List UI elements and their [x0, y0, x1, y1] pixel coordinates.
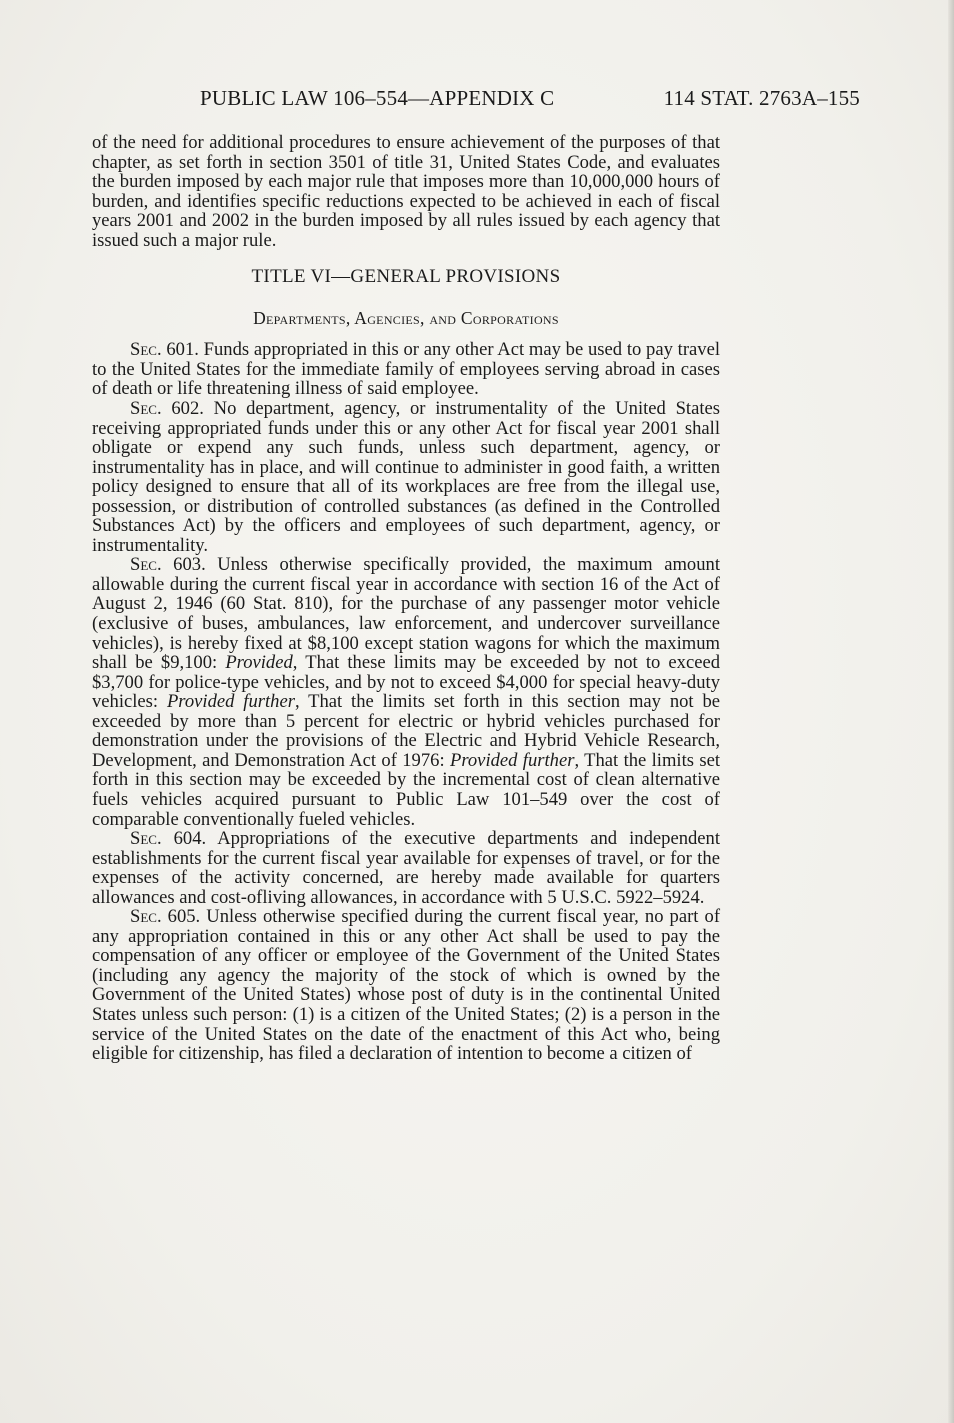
section-601-label: Sec. 601. [130, 339, 199, 361]
section-605-text: Unless otherwise specified during the current fiscal year, no part of any appropriation contained in this or any other Act shall be used to pay the compensation of any officer or employee of the Government of the United States (including any agency the majority of the stock of which is owned by the Government of the United States) whose post of duty is in the continental United States unless such person: (1) is a citizen of the United States; (2) is a person in the service of the United States on the date of the enactment of this Act who, being eligible for citizenship, has filed a declaration of intention to become a citizen of [92, 906, 721, 1065]
section-602 [92, 399, 720, 555]
section-603-text-2: , That these limits may be exceeded by not to exceed $3,700 for police-type vehicles, and by not to exceed $4,000 for special heavy-duty vehicles: [92, 652, 720, 713]
running-header [200, 86, 860, 114]
section-603-proviso-3: Provided further [449, 749, 575, 771]
header-public-law: PUBLIC LAW 106–554—APPENDIX C [200, 86, 555, 110]
document-body [92, 133, 720, 1064]
scan-edge-shadow [948, 0, 954, 1423]
section-603-proviso-2: Provided further [166, 691, 295, 713]
section-601 [92, 340, 720, 399]
section-605-label: Sec. 605. [130, 906, 201, 928]
section-603 [92, 555, 720, 829]
section-602-label: Sec. 602. [130, 398, 204, 420]
intro-paragraph: of the need for additional procedures to ensure achievement of the purposes of that chapter, as set forth in section 3501 of title 31, United States Code, and evaluates the burden imposed by each major rule that imposes more than 10,000,000 hours of burden, and identifies specific reductions expected to be achieved in each of fiscal years 2001 and 2002 in the burden imposed by all rules issued by each agency that issued such a major rule. [92, 132, 720, 251]
section-602-text: No department, agency, or instrumentality of the United States receiving appropriated funds under this or any other Act for fiscal year 2001 shall obligate or expend any such funds, unless such department, agency, or instrumentality has in place, and will continue to administer in good faith, a written policy designed to ensure that all of its workplaces are free from the illegal use, possession, or distribution of controlled substances (as defined in the Controlled Substances Act) by the officers and employees of such department, agency, or instrumentality. [92, 398, 720, 556]
sub-heading: Departments, Agencies, and Corporations [253, 307, 559, 328]
section-605 [92, 907, 720, 1063]
section-601-text: Funds appropriated in this or any other Act may be used to pay travel to the United States for the immediate family of employees serving abroad in cases of death or life threatening illness of said employee. [92, 339, 720, 400]
header-statute-page: 114 STAT. 2763A–155 [663, 86, 860, 110]
section-603-label: Sec. 603. [130, 554, 206, 576]
section-603-text-3: , That the limits set forth in this section may not be exceeded by more than 5 percent for electric or hybrid vehicles purchased for demonstration under the provisions of the Electric and Hybrid Vehicle Research, Development, and Demonstration Act of 1976: [92, 691, 721, 771]
section-603-proviso-1: Provided [225, 652, 293, 674]
section-604 [92, 829, 720, 907]
section-603-text-1: Unless otherwise specifically provided, the maximum amount allowable during the current fiscal year in accordance with section 16 of the Act of August 2, 1946 (60 Stat. 810), for the purchase of any passenger motor vehicle (exclusive of buses, ambulances, law enforcement, and undercover surveillance vehicles), is hereby fixed at $8,100 except station wagons for which the maximum shall be $9,100: [92, 554, 720, 674]
section-603-text-4: , That the limits set forth in this section may be exceeded by the incremental cost of clean alternative fuels vehicles acquired pursuant to Public Law 101–549 over the cost of comparable conventionally fueled vehicles. [92, 749, 721, 830]
section-604-label: Sec. 604. [130, 828, 207, 850]
title-heading: TITLE VI—GENERAL PROVISIONS [251, 266, 561, 288]
section-604-text: Appropriations of the executive departments and independent establishments for the current fiscal year available for expenses of travel, or for the expenses of the activity concerned, are hereby made available for quarters allowances and cost-ofliving allowances, in accordance with 5 U.S.C. 5922–5924. [92, 828, 721, 908]
